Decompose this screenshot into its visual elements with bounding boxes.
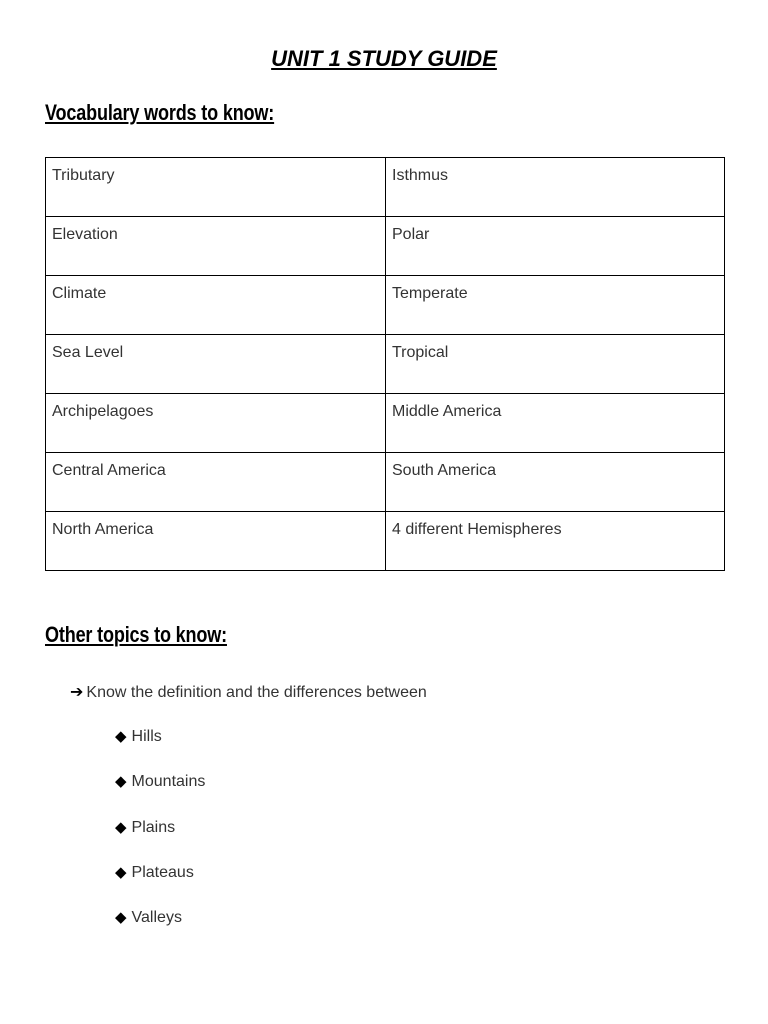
list-item [115,908,182,927]
diamond-bullet-icon: ◆ [115,773,127,790]
diamond-bullet-icon: ◆ [115,864,127,881]
table-cell: Sea Level [46,335,386,394]
list-item-text: Plateaus [131,864,194,881]
table-cell: Archipelagoes [46,394,386,453]
table-row [46,394,725,453]
table-row [46,158,725,217]
list-item [115,727,162,746]
table-row [46,512,725,571]
table-row [46,276,725,335]
table-cell: Tributary [46,158,386,217]
page-title: UNIT 1 STUDY GUIDE [271,46,497,71]
table-cell: Middle America [386,394,725,453]
other-topics-heading: Other topics to know: [45,622,227,647]
table-cell: 4 different Hemispheres [386,512,725,571]
diamond-bullet-icon: ◆ [115,909,127,926]
list-item [115,863,194,882]
diamond-bullet-icon: ◆ [115,728,127,745]
table-row [46,453,725,512]
list-item [115,772,205,791]
list-item-text: Mountains [131,773,206,790]
table-row [46,217,725,276]
table-cell: Climate [46,276,386,335]
list-item [115,818,175,837]
list-item [70,682,427,702]
arrow-icon: ➔ [70,684,84,701]
list-item-text: Valleys [131,909,182,926]
table-cell: Isthmus [386,158,725,217]
table-cell: Tropical [386,335,725,394]
table-cell: Polar [386,217,725,276]
list-item-text: Plains [131,819,176,836]
table-row [46,335,725,394]
table-cell: Central America [46,453,386,512]
table-cell: North America [46,512,386,571]
table-cell: South America [386,453,725,512]
vocabulary-heading: Vocabulary words to know: [45,100,275,125]
vocabulary-table [45,157,725,571]
list-item-text: Know the definition and the differences between [86,684,427,701]
list-item-text: Hills [131,728,162,745]
diamond-bullet-icon: ◆ [115,819,127,836]
table-cell: Elevation [46,217,386,276]
table-cell: Temperate [386,276,725,335]
